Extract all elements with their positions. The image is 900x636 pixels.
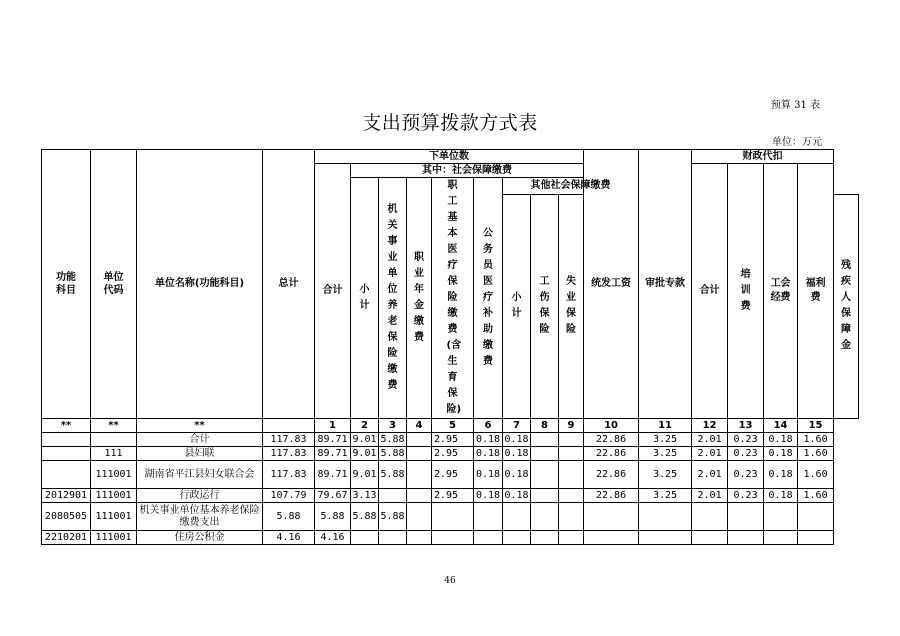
cell-value bbox=[379, 531, 407, 545]
index-cell: 6 bbox=[474, 419, 503, 433]
cell-func bbox=[42, 461, 91, 489]
header-code: 单位代码 bbox=[91, 150, 137, 419]
cell-value bbox=[407, 461, 432, 489]
index-cell: 7 bbox=[503, 419, 531, 433]
cell-value bbox=[692, 531, 728, 545]
cell-value: 3.25 bbox=[639, 461, 692, 489]
index-cell: 5 bbox=[432, 419, 474, 433]
cell-value: 5.88 bbox=[380, 433, 405, 445]
cell-value: 3.13 bbox=[352, 489, 377, 501]
cell-value: 2.95 bbox=[432, 461, 474, 489]
cell-value bbox=[531, 531, 559, 545]
index-cell: 1 bbox=[315, 419, 351, 433]
cell-value bbox=[559, 447, 584, 461]
index-cell: 8 bbox=[531, 419, 559, 433]
cell-value bbox=[432, 503, 474, 531]
header-annuity: 职业年金缴费 bbox=[407, 178, 432, 419]
cell-value bbox=[798, 531, 834, 545]
cell-value: 9.01 bbox=[351, 461, 379, 489]
cell-value: 0.18 bbox=[474, 433, 503, 447]
cell-name: 湖南省平江县妇女联合会 bbox=[137, 461, 263, 489]
table-row bbox=[42, 447, 859, 461]
cell-value: 22.86 bbox=[584, 489, 639, 503]
header-lower-total: 合计 bbox=[315, 164, 351, 419]
cell-value bbox=[798, 503, 834, 531]
cell-value: 2.95 bbox=[432, 447, 474, 461]
cell-value bbox=[531, 433, 559, 447]
cell-value: 0.18 bbox=[504, 489, 529, 501]
header-unemployment: 失业保险 bbox=[559, 194, 584, 418]
cell-value: 0.18 bbox=[764, 461, 798, 489]
cell-code: 111001 bbox=[91, 531, 137, 545]
cell-value: 5.88 bbox=[351, 503, 379, 531]
index-cell: 15 bbox=[798, 419, 834, 433]
cell-func: 2210201 bbox=[42, 531, 91, 545]
cell-value bbox=[351, 531, 379, 545]
cell-value: 1.60 bbox=[798, 447, 834, 461]
cell-value: 1.60 bbox=[798, 461, 834, 489]
cell-value bbox=[531, 447, 559, 461]
cell-total: 4.16 bbox=[263, 531, 315, 545]
cell-value: 0.18 bbox=[504, 433, 529, 445]
cell-value: 4.16 bbox=[315, 531, 351, 545]
cell-value: 2.01 bbox=[692, 461, 728, 489]
cell-value: 3.25 bbox=[639, 447, 692, 461]
cell-value bbox=[503, 503, 531, 531]
cell-value: 0.18 bbox=[474, 489, 503, 503]
cell-value: 0.18 bbox=[764, 489, 798, 503]
cell-value: 22.86 bbox=[584, 461, 639, 489]
cell-code: 111001 bbox=[91, 461, 137, 489]
header-social-sub: 小计 bbox=[351, 178, 379, 419]
cell-value bbox=[559, 531, 584, 545]
cell-value: 0.18 bbox=[504, 447, 529, 459]
cell-value: 2.01 bbox=[692, 447, 728, 461]
table-row bbox=[42, 461, 859, 489]
cell-func bbox=[42, 433, 91, 447]
header-injury: 工伤保险 bbox=[531, 194, 559, 418]
form-number: 预算 31 表 bbox=[770, 100, 820, 111]
cell-value: 3.25 bbox=[639, 489, 692, 503]
cell-value bbox=[639, 503, 692, 531]
index-cell: ** bbox=[137, 419, 263, 433]
cell-value bbox=[764, 503, 798, 531]
cell-value: 0.18 bbox=[474, 447, 503, 461]
cell-value bbox=[692, 503, 728, 531]
cell-value: 22.86 bbox=[584, 447, 639, 461]
index-cell: 10 bbox=[584, 419, 639, 433]
cell-value bbox=[407, 489, 432, 503]
header-other-sub: 小计 bbox=[503, 194, 531, 418]
cell-value: 0.23 bbox=[728, 489, 764, 503]
cell-value bbox=[474, 531, 503, 545]
index-cell: 9 bbox=[559, 419, 584, 433]
cell-value bbox=[531, 503, 559, 531]
cell-value: 5.88 bbox=[379, 503, 407, 531]
page-number: 46 bbox=[444, 576, 456, 586]
cell-value bbox=[503, 531, 531, 545]
cell-value bbox=[584, 531, 639, 545]
header-name: 单位名称(功能科目) bbox=[137, 150, 263, 419]
cell-code: 111001 bbox=[91, 489, 137, 503]
header-special: 审批专款 bbox=[639, 150, 692, 419]
cell-value: 1.60 bbox=[798, 489, 834, 503]
cell-total: 107.79 bbox=[263, 489, 315, 503]
header-total: 总计 bbox=[263, 150, 315, 419]
cell-value: 5.88 bbox=[379, 461, 407, 489]
cell-value: 3.25 bbox=[639, 433, 692, 447]
header-social-of-which: 其中：社会保障缴费 bbox=[351, 164, 584, 178]
cell-value bbox=[559, 461, 584, 489]
cell-value: 1.60 bbox=[798, 433, 834, 447]
index-cell: ** bbox=[91, 419, 137, 433]
header-func: 功能科目 bbox=[42, 150, 91, 419]
index-cell: ** bbox=[42, 419, 91, 433]
cell-name: 行政运行 bbox=[137, 489, 263, 503]
cell-value: 9.01 bbox=[352, 433, 377, 445]
cell-value bbox=[379, 489, 407, 503]
cell-value bbox=[474, 503, 503, 531]
index-cell: 12 bbox=[692, 419, 728, 433]
index-cell: 3 bbox=[379, 419, 407, 433]
cell-name: 合计 bbox=[137, 433, 263, 447]
cell-value: 9.01 bbox=[352, 447, 377, 459]
cell-name: 县妇联 bbox=[137, 447, 263, 461]
header-union: 工会经费 bbox=[764, 164, 798, 419]
cell-value: 22.86 bbox=[584, 433, 639, 447]
header-medical: 职工基本医疗保险缴费(含生育保险) bbox=[432, 178, 474, 419]
cell-total: 117.83 bbox=[263, 433, 315, 447]
header-lower-units: 下单位数 bbox=[315, 150, 584, 164]
cell-value bbox=[407, 503, 432, 531]
index-cell: 11 bbox=[639, 419, 692, 433]
cell-total: 117.83 bbox=[263, 447, 315, 461]
cell-value bbox=[559, 489, 584, 503]
cell-code: 111001 bbox=[91, 503, 137, 531]
cell-value bbox=[559, 503, 584, 531]
cell-value: 0.23 bbox=[728, 447, 764, 461]
cell-value: 89.71 bbox=[315, 447, 351, 461]
cell-func: 2012901 bbox=[42, 489, 91, 503]
cell-value: 2.95 bbox=[432, 433, 474, 447]
cell-value bbox=[728, 531, 764, 545]
header-pension: 机关事业单位养老保险缴费 bbox=[379, 178, 407, 419]
cell-value: 0.18 bbox=[764, 433, 798, 447]
cell-value: 89.71 bbox=[315, 433, 351, 447]
index-cell: 4 bbox=[407, 419, 432, 433]
cell-func: 2080505 bbox=[42, 503, 91, 531]
cell-code: 111 bbox=[91, 447, 137, 461]
cell-code bbox=[91, 433, 137, 447]
cell-value: 0.23 bbox=[728, 433, 764, 447]
cell-value bbox=[407, 531, 432, 545]
cell-value: 89.71 bbox=[315, 461, 351, 489]
cell-func bbox=[42, 447, 91, 461]
header-welfare: 福利费 bbox=[798, 164, 834, 419]
index-cell bbox=[263, 419, 315, 433]
budget-table bbox=[41, 149, 859, 545]
cell-value: 0.23 bbox=[728, 461, 764, 489]
cell-value bbox=[639, 531, 692, 545]
cell-value bbox=[559, 433, 584, 447]
header-deduct-total: 合计 bbox=[692, 164, 728, 419]
cell-name: 住房公积金 bbox=[137, 531, 263, 545]
cell-total: 5.88 bbox=[263, 503, 315, 531]
header-other-social: 其他社会保障缴费 bbox=[503, 178, 639, 195]
cell-value bbox=[531, 461, 559, 489]
cell-value bbox=[432, 531, 474, 545]
table-row bbox=[42, 489, 859, 503]
cell-value bbox=[407, 447, 432, 461]
cell-value: 2.01 bbox=[692, 433, 728, 447]
index-cell: 2 bbox=[351, 419, 379, 433]
index-cell: 13 bbox=[728, 419, 764, 433]
cell-value: 0.18 bbox=[764, 447, 798, 461]
table-row bbox=[42, 503, 859, 531]
header-disabled: 残疾人保障金 bbox=[834, 194, 859, 418]
unit-label: 单位：万元 bbox=[772, 137, 822, 148]
cell-value bbox=[407, 433, 432, 447]
cell-value bbox=[764, 531, 798, 545]
cell-value: 5.88 bbox=[380, 447, 405, 459]
table-row bbox=[42, 531, 859, 545]
cell-value bbox=[728, 503, 764, 531]
cell-value: 79.67 bbox=[315, 489, 351, 503]
header-training: 培训费 bbox=[728, 164, 764, 419]
page-title: 支出预算拨款方式表 bbox=[362, 112, 538, 134]
cell-value bbox=[584, 503, 639, 531]
cell-value: 2.01 bbox=[692, 489, 728, 503]
cell-value: 0.18 bbox=[474, 461, 503, 489]
header-salary: 统发工资 bbox=[584, 150, 639, 419]
cell-total: 117.83 bbox=[263, 461, 315, 489]
header-civil-medical: 公务员医疗补助缴费 bbox=[474, 178, 503, 419]
cell-value: 2.95 bbox=[432, 489, 474, 503]
cell-value: 5.88 bbox=[315, 503, 351, 531]
cell-value bbox=[531, 489, 559, 503]
table-row bbox=[42, 433, 859, 447]
index-cell: 14 bbox=[764, 419, 798, 433]
cell-value: 0.18 bbox=[503, 461, 531, 489]
header-deduct: 财政代扣 bbox=[692, 150, 834, 164]
index-row bbox=[42, 419, 859, 433]
cell-name: 机关事业单位基本养老保险缴费支出 bbox=[137, 503, 263, 531]
